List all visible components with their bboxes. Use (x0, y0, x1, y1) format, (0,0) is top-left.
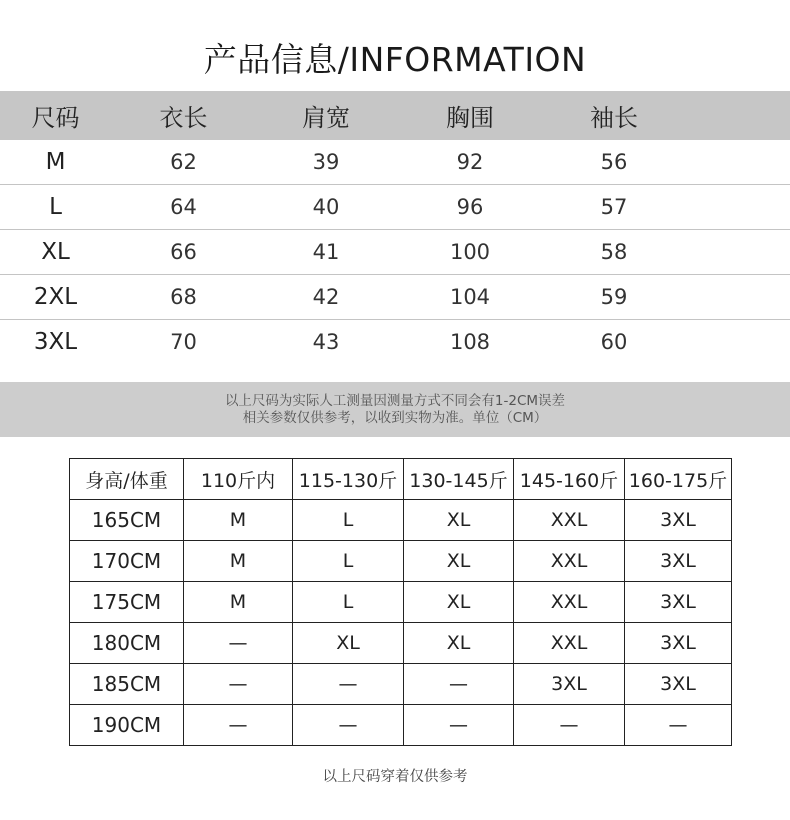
measurement-cell: 70 (170, 330, 197, 354)
recommendation-header-cell: 130-145斤 (404, 459, 514, 500)
recommendation-header-cell: 110斤内 (184, 459, 293, 500)
size-recommendation-table (69, 458, 732, 746)
recommendation-header-cell: 145-160斤 (514, 459, 625, 500)
measurement-cell: 56 (600, 150, 628, 174)
measurement-cell: 104 (449, 285, 491, 309)
recommended-size-cell: 3XL (625, 623, 732, 664)
size-chart-header-cell: 袖长 (590, 104, 638, 132)
recommended-size-cell: L (293, 582, 404, 623)
recommended-size-cell: 3XL (514, 664, 625, 705)
recommendation-row (70, 500, 732, 541)
size-chart-table (0, 91, 790, 364)
recommended-size-cell: — (184, 705, 293, 746)
note-line-1: 以上尺码为实际人工测量因测量方式不同会有1-2CM误差 (224, 393, 566, 409)
footer-note: 以上尺码穿着仅供参考 (322, 769, 468, 785)
recommended-size-cell: — (293, 664, 404, 705)
recommended-size-cell: XL (404, 623, 514, 664)
recommended-size-cell: XXL (514, 500, 625, 541)
measurement-cell: 58 (600, 240, 628, 264)
measurement-note (0, 382, 790, 437)
recommendation-header-cell: 160-175斤 (625, 459, 732, 500)
recommended-size-cell: — (293, 705, 404, 746)
recommendation-row (70, 664, 732, 705)
measurement-cell: 68 (170, 285, 197, 309)
measurement-cell: 100 (449, 240, 491, 264)
recommendation-header-row (70, 459, 732, 500)
height-cell: 175CM (70, 582, 184, 623)
recommended-size-cell: XL (293, 623, 404, 664)
measurement-cell: 57 (600, 195, 628, 219)
measurement-cell: 64 (170, 195, 197, 219)
recommendation-header-cell: 身高/体重 (70, 459, 184, 500)
measurement-cell: 42 (312, 285, 340, 309)
recommended-size-cell: XXL (514, 541, 625, 582)
measurement-cell: 40 (312, 195, 340, 219)
size-chart-row (0, 275, 790, 320)
note-line-2: 相关参数仅供参考，以收到实物为准。单位（CM） (242, 410, 548, 426)
size-label-cell: XL (41, 239, 70, 265)
measurement-cell: 43 (312, 330, 340, 354)
size-chart-row (0, 140, 790, 185)
size-chart-header-row (0, 91, 790, 140)
recommended-size-cell: 3XL (625, 664, 732, 705)
recommended-size-cell: L (293, 500, 404, 541)
size-chart-row (0, 185, 790, 230)
recommended-size-cell: — (404, 664, 514, 705)
height-cell: 170CM (70, 541, 184, 582)
recommended-size-cell: 3XL (625, 582, 732, 623)
recommended-size-cell: M (184, 582, 293, 623)
recommended-size-cell: XXL (514, 623, 625, 664)
recommendation-row (70, 541, 732, 582)
height-cell: 180CM (70, 623, 184, 664)
height-cell: 165CM (70, 500, 184, 541)
recommended-size-cell: XL (404, 500, 514, 541)
recommendation-header-cell: 115-130斤 (293, 459, 404, 500)
size-chart-header-cell: 衣长 (159, 104, 208, 132)
measurement-cell: 62 (170, 150, 197, 174)
size-chart-header-cell: 肩宽 (302, 104, 350, 132)
size-chart-header-cell: 胸围 (446, 104, 494, 132)
recommended-size-cell: — (514, 705, 625, 746)
recommended-size-cell: M (184, 500, 293, 541)
recommended-size-cell: M (184, 541, 293, 582)
recommendation-row (70, 705, 732, 746)
size-label-cell: M (45, 149, 66, 175)
measurement-cell: 60 (600, 330, 628, 354)
measurement-cell: 59 (600, 285, 628, 309)
recommendation-row (70, 582, 732, 623)
size-label-cell: 3XL (33, 329, 78, 355)
size-chart-row (0, 230, 790, 275)
height-cell: 190CM (70, 705, 184, 746)
measurement-cell: 39 (312, 150, 340, 174)
page-title: 产品信息/INFORMATION (203, 40, 587, 79)
height-cell: 185CM (70, 664, 184, 705)
size-chart-header-cell: 尺码 (31, 104, 80, 132)
measurement-cell: 96 (456, 195, 484, 219)
recommended-size-cell: — (404, 705, 514, 746)
size-label-cell: 2XL (33, 284, 78, 310)
recommended-size-cell: L (293, 541, 404, 582)
measurement-cell: 41 (312, 240, 340, 264)
recommendation-row (70, 623, 732, 664)
recommended-size-cell: XL (404, 541, 514, 582)
measurement-cell: 92 (456, 150, 484, 174)
recommended-size-cell: — (625, 705, 732, 746)
recommended-size-cell: — (184, 623, 293, 664)
recommended-size-cell: 3XL (625, 541, 732, 582)
size-label-cell: L (49, 194, 62, 220)
recommended-size-cell: XXL (514, 582, 625, 623)
recommended-size-cell: XL (404, 582, 514, 623)
measurement-cell: 66 (170, 240, 197, 264)
size-chart-row (0, 320, 790, 364)
recommended-size-cell: 3XL (625, 500, 732, 541)
recommended-size-cell: — (184, 664, 293, 705)
measurement-cell: 108 (449, 330, 491, 354)
